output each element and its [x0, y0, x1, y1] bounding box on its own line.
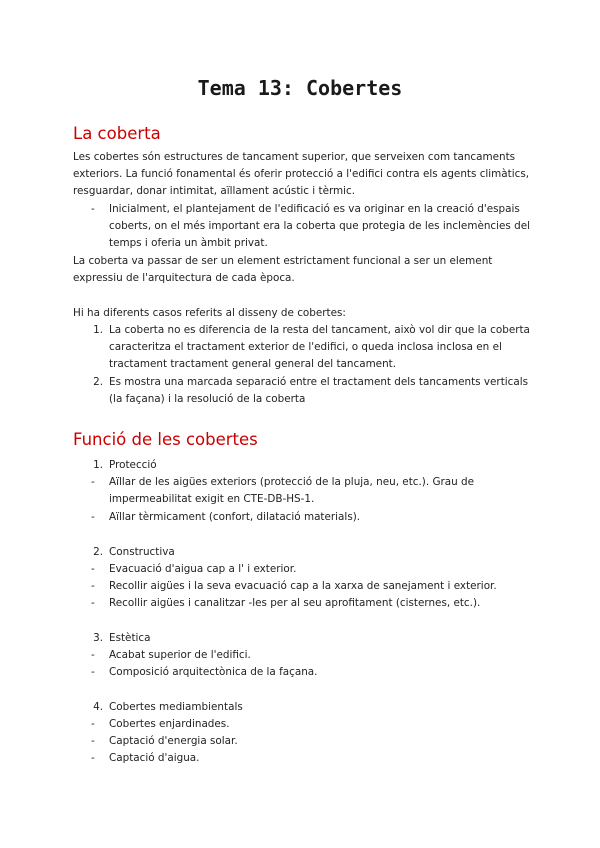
- list-item-text: Composició arquitectònica de la façana.: [109, 666, 318, 678]
- list-number: 2.: [93, 546, 103, 558]
- list-item: [73, 578, 533, 595]
- list-item-text: Captació d'aigua.: [109, 752, 200, 764]
- list-item-text: Inicialment, el plantejament de l'edificació es va originar en la creació d'espais coberts, on el més important era la coberta que protegia de les inclemències del temps i oferia un àmbit privat.: [109, 203, 531, 250]
- group-label: Cobertes mediambientals: [109, 701, 243, 713]
- group-heading: [73, 457, 533, 474]
- list-number: 2.: [93, 376, 103, 388]
- section-heading-funcio: Funció de les cobertes: [73, 430, 258, 449]
- list-item-text: Aïllar de les aigües exteriors (protecció de la pluja, neu, etc.). Grau de impermeabilitat exigit en CTE-DB-HS-1.: [109, 476, 475, 506]
- list-item-text: Acabat superior de l'edifici.: [109, 649, 251, 661]
- dash-marker: -: [91, 580, 95, 592]
- paragraph-intro: Les cobertes són estructures de tancament superior, que serveixen com tancaments exteriors. La funció fonamental és oferir protecció a l'edifici contra els agents climàtics, resguardar, donar intimitat, aïllament acústic i tèrmic.: [73, 151, 530, 198]
- list-item: [73, 733, 533, 750]
- dash-marker: -: [91, 718, 95, 730]
- list-item: [73, 374, 533, 408]
- group-label: Protecció: [109, 459, 157, 471]
- list-number: 4.: [93, 701, 103, 713]
- list-item-text: La coberta no es diferencia de la resta del tancament, això vol dir que la coberta caracteritza el tractament exterior de l'edifici, o queda inclosa inclosa en el tractament tractament general general del tancament.: [109, 324, 530, 371]
- page-title: Tema 13: Cobertes: [197, 76, 403, 100]
- dash-marker: -: [91, 735, 95, 747]
- list-item-text: Es mostra una marcada separació entre el tractament dels tancaments verticals (la façana) i la resolució de la coberta: [109, 376, 529, 406]
- group-heading: [73, 544, 533, 561]
- list-item-text: Cobertes enjardinades.: [109, 718, 230, 730]
- paragraph-cases-intro: Hi ha diferents casos referits al disseny de cobertes:: [73, 307, 346, 319]
- list-item-text: Recollir aigües i la seva evacuació cap a la xarxa de sanejament i exterior.: [109, 580, 497, 592]
- group-label: Estètica: [109, 632, 151, 644]
- group-heading: [73, 699, 533, 716]
- list-number: 1.: [93, 324, 103, 336]
- list-number: 1.: [93, 459, 103, 471]
- list-item: [73, 750, 533, 767]
- list-item: [73, 716, 533, 733]
- list-item: [73, 595, 533, 612]
- list-item: [73, 201, 533, 253]
- list-item: [73, 474, 533, 508]
- list-item-text: Aïllar tèrmicament (confort, dilatació materials).: [109, 511, 361, 523]
- list-item: [73, 322, 533, 374]
- dash-marker: -: [91, 752, 95, 764]
- dash-marker: -: [91, 597, 95, 609]
- group-label: Constructiva: [109, 546, 175, 558]
- list-number: 3.: [93, 632, 103, 644]
- list-item-text: Evacuació d'aigua cap a l' i exterior.: [109, 563, 297, 575]
- section-heading-la-coberta: La coberta: [73, 124, 161, 143]
- dash-marker: -: [91, 476, 95, 488]
- dash-marker: -: [91, 649, 95, 661]
- list-item: [73, 647, 533, 664]
- group-heading: [73, 630, 533, 647]
- dash-marker: -: [91, 511, 95, 523]
- paragraph-expressive: La coberta va passar de ser un element estrictament funcional a ser un element expressiu de l'arquitectura de cada època.: [73, 255, 493, 285]
- list-item: [73, 664, 533, 681]
- list-item: [73, 509, 533, 526]
- list-item: [73, 561, 533, 578]
- list-item-text: Recollir aigües i canalitzar -les per al seu aprofitament (cisternes, etc.).: [109, 597, 481, 609]
- list-item-text: Captació d'energia solar.: [109, 735, 238, 747]
- dash-marker: -: [91, 666, 95, 678]
- dash-marker: -: [91, 203, 95, 215]
- dash-marker: -: [91, 563, 95, 575]
